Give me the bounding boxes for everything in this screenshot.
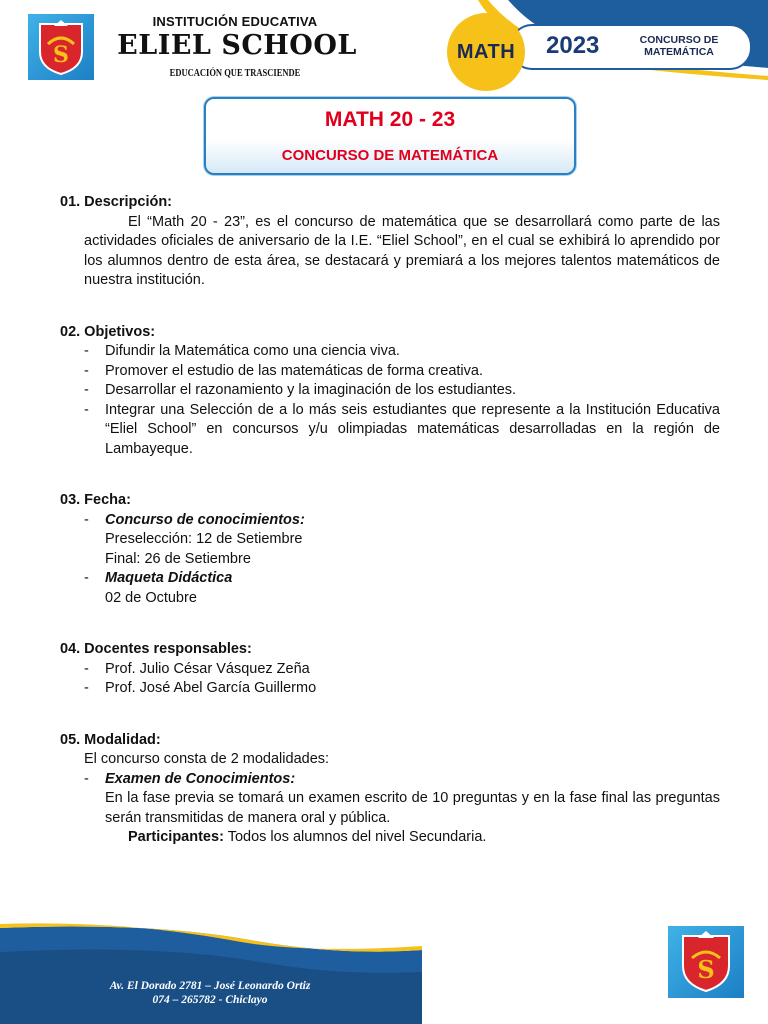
- fecha-item-title: Concurso de conocimientos:: [105, 511, 305, 528]
- footer-school-logo: [668, 926, 744, 998]
- list-item: - Difundir la Matemática como una ciencia viva.: [84, 342, 720, 362]
- fecha-item-title: Maqueta Didáctica: [105, 570, 233, 586]
- svg-text:S: S: [697, 955, 715, 984]
- fecha-preseleccion: Preselección: 12 de Setiembre: [105, 531, 303, 547]
- modalidad-item-title: Examen de Conocimientos:: [105, 770, 296, 787]
- modalidad-intro: El concurso consta de 2 modalidades:: [84, 751, 330, 767]
- section-heading-docentes: 04. Docentes responsables:: [60, 641, 252, 657]
- footer-band: [0, 922, 422, 1024]
- footer-address-line1: Av. El Dorado 2781 – José Leonardo Ortiz: [109, 980, 311, 992]
- modalidad-item-text: En la fase previa se tomará un examen escrito de 10 preguntas y en la fase final las preguntas serán transmitidas de manera oral y pública.: [105, 790, 720, 826]
- list-item: - Desarrollar el razonamiento y la imaginación de los estudiantes.: [84, 381, 720, 401]
- docentes-list: [60, 660, 720, 699]
- fecha-final: Final: 26 de Setiembre: [105, 550, 251, 567]
- participants-label: Participantes:: [128, 829, 224, 845]
- math-badge-label: MATH: [456, 40, 516, 63]
- fecha-list-2: [60, 569, 720, 589]
- list-item: - Promover el estudio de las matemáticas de forma creativa.: [84, 362, 720, 382]
- school-crest-icon: [668, 926, 744, 998]
- participants-text: Todos los alumnos del nivel Secundaria.: [227, 829, 487, 845]
- year-badge-year: 2023: [546, 32, 600, 59]
- list-item: [84, 569, 720, 589]
- document-title: MATH 20 - 23: [324, 108, 456, 131]
- school-logo: [28, 14, 94, 80]
- year-badge: [510, 24, 752, 70]
- fecha-list: [60, 511, 720, 531]
- descripcion-text: El “Math 20 - 23”, es el concurso de matemática que se desarrollará como parte de las actividades oficiales de aniversario de la I.E. “Eliel School”, en el cual se exhibirá lo aprendido por los alumnos dentro de esta área, se destacará y premiará a los mejores talentos matemáticos de nuestra institución.: [84, 213, 720, 288]
- section-heading-descripcion: 01. Descripción:: [60, 194, 173, 210]
- list-item: - Integrar una Selección de a lo más seis estudiantes que represente a la Institución Educativa “Eliel School” en concursos y/u olimpiadas matemáticas desarrolladas en la región de Lambayeque.: [84, 401, 720, 460]
- section-heading-modalidad: 05. Modalidad:: [60, 731, 161, 748]
- section-heading-fecha: 03. Fecha:: [60, 492, 131, 508]
- school-motto: EDUCACIÓN QUE TRASCIENDE: [169, 68, 301, 79]
- modalidad-list: [60, 770, 720, 790]
- school-crest-icon: [28, 14, 94, 80]
- section-heading-objetivos: 02. Objetivos:: [60, 323, 156, 340]
- document-body: [60, 193, 720, 848]
- footer-address: [20, 979, 400, 1007]
- footer-address-line2: 074 – 265782 - Chiclayo: [152, 994, 268, 1006]
- list-item: [84, 770, 720, 790]
- participants-line: [60, 828, 720, 848]
- school-name: ELIEL SCHOOL: [117, 30, 357, 61]
- institution-line: INSTITUCIÓN EDUCATIVA: [152, 14, 318, 29]
- list-item: [84, 511, 720, 531]
- document-subtitle: CONCURSO DE MATEMÁTICA: [281, 147, 499, 164]
- svg-text:S: S: [53, 42, 69, 68]
- list-item: - Prof. Julio César Vásquez Zeña: [84, 660, 720, 680]
- objetivos-list: [60, 342, 720, 459]
- math-badge: [447, 13, 525, 91]
- fecha-maqueta-date: 02 de Octubre: [105, 589, 197, 606]
- list-item: - Prof. José Abel García Guillermo: [84, 679, 720, 699]
- year-badge-subtitle: CONCURSO DE MATEMÁTICA: [639, 34, 719, 58]
- title-box: [204, 97, 576, 175]
